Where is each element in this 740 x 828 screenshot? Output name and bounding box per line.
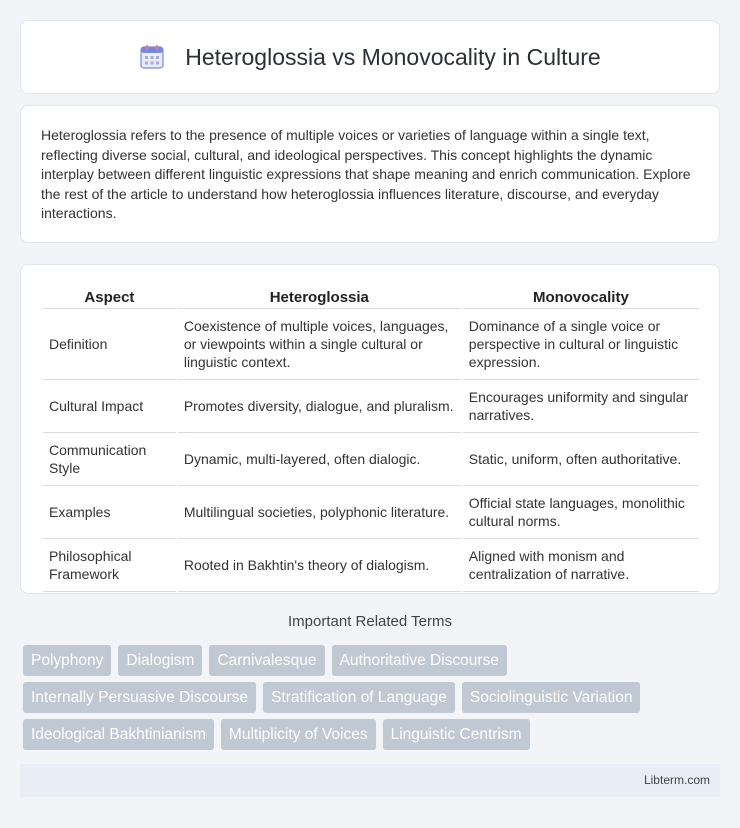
table-row <box>43 539 699 592</box>
calendar-icon <box>139 44 165 70</box>
table-row <box>43 486 699 539</box>
related-term-tag[interactable]: Multiplicity of Voices <box>221 719 376 750</box>
related-term-tag[interactable]: Polyphony <box>23 645 111 676</box>
comparison-card <box>20 264 720 594</box>
row-aspect: Examples <box>43 486 176 539</box>
header-heteroglossia: Heteroglossia <box>178 285 461 309</box>
row-aspect: Definition <box>43 309 176 380</box>
header-card <box>20 20 720 94</box>
row-heteroglossia: Rooted in Bakhtin's theory of dialogism. <box>178 539 461 592</box>
related-term-tag[interactable]: Stratification of Language <box>263 682 455 713</box>
comparison-table <box>41 285 701 592</box>
row-heteroglossia: Coexistence of multiple voices, languages, or viewpoints within a single cultural or linguistic context. <box>178 309 461 380</box>
related-term-tag[interactable]: Authoritative Discourse <box>332 645 507 676</box>
table-row <box>43 309 699 380</box>
row-aspect: Communication Style <box>43 433 176 486</box>
header-monovocality: Monovocality <box>463 285 699 309</box>
related-terms-title: Important Related Terms <box>288 613 452 630</box>
table-row <box>43 433 699 486</box>
table-header-row <box>43 285 699 309</box>
related-terms-list <box>23 645 723 750</box>
row-monovocality: Static, uniform, often authoritative. <box>463 433 699 486</box>
row-aspect: Philosophical Framework <box>43 539 176 592</box>
related-term-tag[interactable]: Linguistic Centrism <box>383 719 530 750</box>
intro-paragraph: Heteroglossia refers to the presence of multiple voices or varieties of language within a single text, reflecting diverse social, cultural, and ideological perspectives. This concept highlights the dynamic interplay between different linguistic expressions that shape meaning and enrich communication. Explore the rest of the article to understand how heteroglossia influences literature, discourse, and everyday interactions. <box>41 127 691 221</box>
row-monovocality: Aligned with monism and centralization of narrative. <box>463 539 699 592</box>
row-heteroglossia: Dynamic, multi-layered, often dialogic. <box>178 433 461 486</box>
row-monovocality: Encourages uniformity and singular narratives. <box>463 380 699 433</box>
footer-brand[interactable]: Libterm.com <box>643 773 710 787</box>
footer-bar <box>20 764 720 797</box>
related-term-tag[interactable]: Dialogism <box>118 645 202 676</box>
row-monovocality: Dominance of a single voice or perspective in cultural or linguistic expression. <box>463 309 699 380</box>
row-heteroglossia: Multilingual societies, polyphonic literature. <box>178 486 461 539</box>
related-term-tag[interactable]: Carnivalesque <box>209 645 324 676</box>
row-monovocality: Official state languages, monolithic cultural norms. <box>463 486 699 539</box>
header-aspect: Aspect <box>43 285 176 309</box>
table-row <box>43 380 699 433</box>
intro-card <box>20 105 720 243</box>
row-heteroglossia: Promotes diversity, dialogue, and pluralism. <box>178 380 461 433</box>
related-term-tag[interactable]: Sociolinguistic Variation <box>462 682 641 713</box>
related-term-tag[interactable]: Ideological Bakhtinianism <box>23 719 214 750</box>
related-term-tag[interactable]: Internally Persuasive Discourse <box>23 682 256 713</box>
page-title: Heteroglossia vs Monovocality in Culture <box>185 43 601 70</box>
row-aspect: Cultural Impact <box>43 380 176 433</box>
